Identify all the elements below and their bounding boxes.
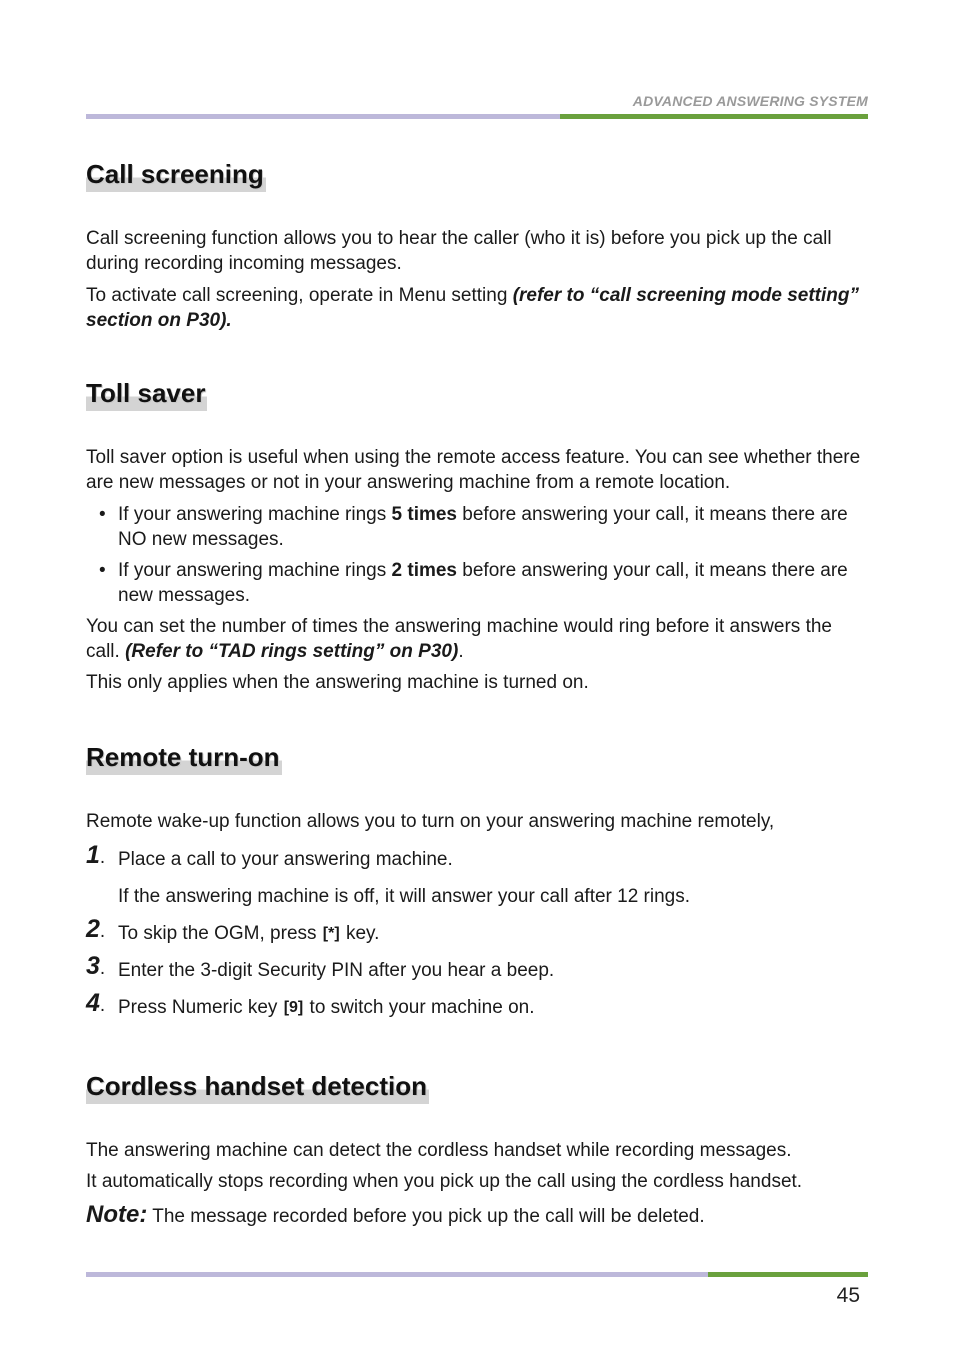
- section-title: Cordless handset detection: [86, 1070, 429, 1104]
- paragraph: Remote wake-up function allows you to turn on your answering machine remotely,: [86, 811, 775, 832]
- footer-rule: [86, 1272, 868, 1277]
- page-number: 45: [836, 1284, 860, 1307]
- step-item: [86, 952, 868, 983]
- step-item: [86, 989, 868, 1020]
- paragraph: [86, 283, 868, 333]
- note-label: Note:: [86, 1201, 148, 1228]
- list-item-text: If your answering machine rings: [118, 504, 392, 525]
- bullet-icon: •: [99, 560, 106, 581]
- step-number: 4.: [86, 989, 106, 1017]
- step-text: Place a call to your answering machine.: [118, 849, 453, 870]
- paragraph: Call screening function allows you to hear the caller (who it is) before you pick up the call during recording incoming messages.: [86, 228, 832, 274]
- step-text: If the answering machine is off, it will answer your call after 12 rings.: [118, 886, 691, 907]
- section-call-screening: [86, 158, 868, 333]
- note-text: The message recorded before you pick up the call will be deleted.: [147, 1206, 705, 1227]
- section-title: Toll saver: [86, 377, 207, 411]
- step-text: Enter the 3-digit Security PIN after you hear a beep.: [118, 960, 555, 981]
- page-reference: (refer to “call screening mode setting” section on P30).: [86, 285, 859, 331]
- step-item: [86, 841, 868, 872]
- section-remote-turn-on: [86, 741, 868, 1020]
- step-number: 3.: [86, 952, 106, 980]
- star-key-icon: [*]: [322, 925, 340, 942]
- paragraph: This only applies when the answering machine is turned on.: [86, 672, 589, 693]
- paragraph-text: .: [458, 641, 464, 662]
- paragraph-text: You can set the number of times the answering machine would ring before it answers the call.: [86, 616, 832, 662]
- list-item: [86, 558, 868, 608]
- paragraph: [86, 614, 868, 664]
- header-rule: [86, 114, 868, 119]
- emphasis: 2 times: [391, 560, 457, 581]
- step-text: to switch your machine on.: [304, 997, 535, 1018]
- list-item-text: If your answering machine rings: [118, 560, 392, 581]
- note: [86, 1202, 868, 1229]
- step-text: To skip the OGM, press: [118, 923, 322, 944]
- section-title: Remote turn-on: [86, 741, 282, 775]
- emphasis: 5 times: [391, 504, 457, 525]
- paragraph: Toll saver option is useful when using the remote access feature. You can see whether there are new messages or not in your answering machine from a remote location.: [86, 447, 861, 493]
- bullet-list: [86, 502, 868, 608]
- list-item-text: before answering your call, it means there are NO new messages.: [118, 504, 848, 550]
- paragraph: The answering machine can detect the cordless handset while recording messages.: [86, 1140, 792, 1161]
- step-item: [86, 915, 868, 946]
- running-header: ADVANCED ANSWERING SYSTEM: [632, 93, 868, 109]
- section-cordless-handset-detection: [86, 1070, 868, 1229]
- list-item: [86, 502, 868, 552]
- numbered-steps: [86, 841, 868, 1020]
- step-number: 2.: [86, 915, 106, 943]
- paragraph: It automatically stops recording when you pick up the call using the cordless handset.: [86, 1171, 803, 1192]
- bullet-icon: •: [99, 504, 106, 525]
- nine-key-icon: [9]: [283, 999, 304, 1016]
- section-title: Call screening: [86, 158, 266, 192]
- step-text: key.: [340, 923, 380, 944]
- step-number: 1.: [86, 841, 106, 869]
- list-item-text: before answering your call, it means there are new messages.: [118, 560, 848, 606]
- step-text: Press Numeric key: [118, 997, 283, 1018]
- paragraph-text: To activate call screening, operate in Menu setting: [86, 285, 513, 306]
- step-subtext: [86, 884, 868, 909]
- section-toll-saver: [86, 377, 868, 695]
- page-reference: (Refer to “TAD rings setting” on P30): [125, 641, 459, 662]
